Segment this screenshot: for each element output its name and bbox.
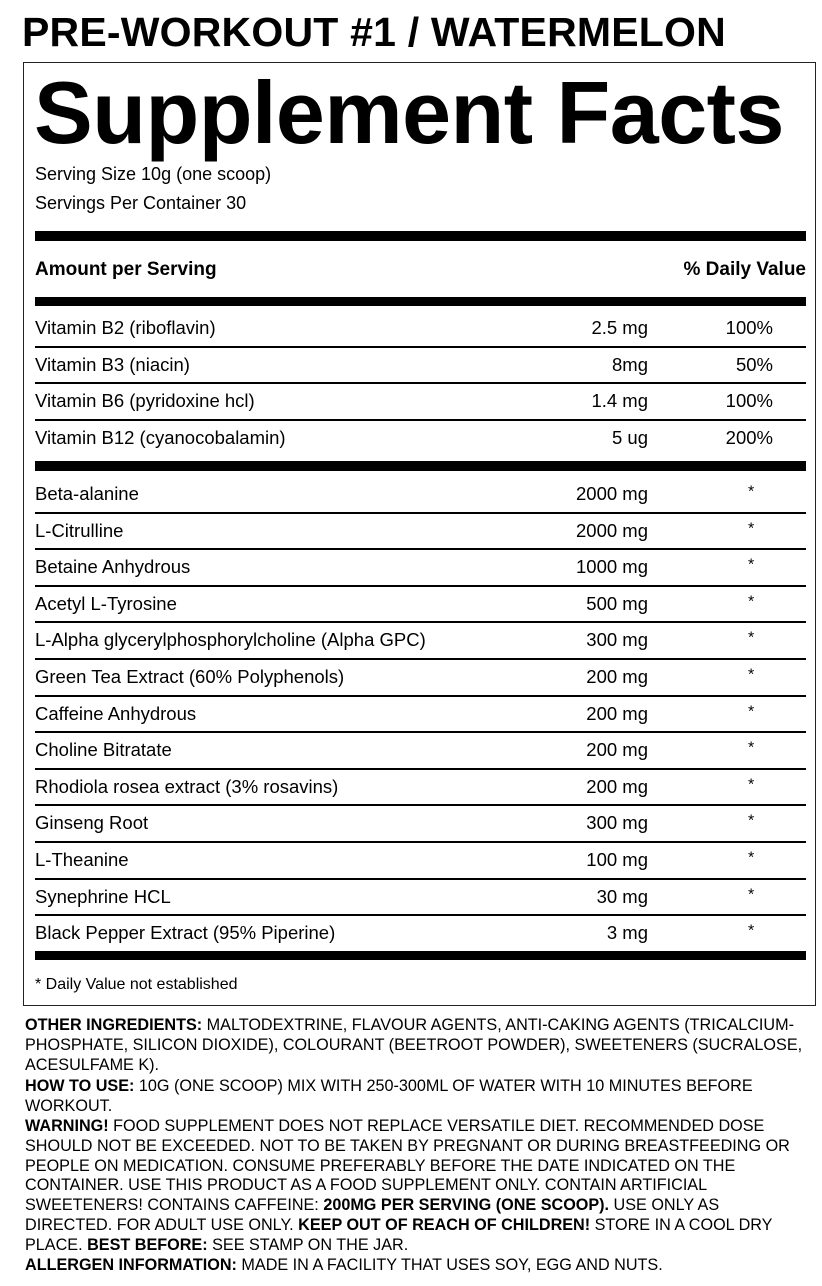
ingredient-row xyxy=(35,842,806,878)
ingredient-row xyxy=(35,732,806,768)
product-title: PRE-WORKOUT #1 / WATERMELON xyxy=(22,9,726,55)
footnote: * Daily Value not established xyxy=(35,976,238,993)
nutrient-name: L-Citrulline xyxy=(35,519,124,541)
column-header xyxy=(35,258,806,282)
nutrient-name: Vitamin B12 (cyanocobalamin) xyxy=(35,426,286,448)
thick-divider xyxy=(35,231,806,241)
nutrient-name: L-Theanine xyxy=(35,849,129,870)
nutrient-amount: 5 ug xyxy=(611,426,648,448)
thick-divider xyxy=(35,297,806,306)
nutrient-amount: 1000 mg xyxy=(576,556,648,578)
nutrient-daily-value: 50% xyxy=(735,353,773,375)
supplement-facts-panel xyxy=(23,62,816,1006)
daily-value-label: % Daily Value xyxy=(683,259,806,280)
nutrient-amount: 300 mg xyxy=(586,629,648,651)
nutrient-name: Beta-alanine xyxy=(35,483,139,504)
ingredient-row xyxy=(35,769,806,805)
nutrient-amount: 30 mg xyxy=(596,885,648,907)
nutrient-daily-value: * xyxy=(748,666,755,684)
nutrient-daily-value: 100% xyxy=(725,317,773,338)
nutrient-amount: 300 mg xyxy=(586,812,648,834)
nutrient-amount: 200 mg xyxy=(586,702,648,724)
allergen-information: ALLERGEN INFORMATION: MADE IN A FACILITY THAT USES SOY, EGG AND NUTS. xyxy=(25,1255,663,1274)
nutrient-name: Choline Bitratate xyxy=(35,739,172,761)
nutrient-daily-value: * xyxy=(748,520,755,538)
nutrient-daily-value: * xyxy=(748,776,755,794)
nutrient-daily-value: * xyxy=(748,739,755,757)
nutrient-name: Black Pepper Extract (95% Piperine) xyxy=(35,922,336,944)
vitamin-row xyxy=(35,310,806,346)
vitamin-row xyxy=(35,420,806,456)
nutrient-name: Betaine Anhydrous xyxy=(35,556,191,578)
ingredient-row xyxy=(35,549,806,585)
nutrient-daily-value: * xyxy=(748,886,755,904)
nutrient-name: Vitamin B2 (riboflavin) xyxy=(35,317,216,338)
nutrient-daily-value: 100% xyxy=(725,390,773,411)
nutrient-amount: 100 mg xyxy=(586,849,648,870)
thick-divider xyxy=(35,951,806,960)
warning: WARNING! FOOD SUPPLEMENT DOES NOT REPLACE VERSATILE DIET. RECOMMENDED DOSE SHOULD NOT BE EXCEEDED. NOT TO BE TAKEN BY PREGNANT OR DURING BREASTFEEDING OR PEOPLE ON MEDICATION. CONSUME PREFERABLY BEFORE THE DATE INDICATED ON THE CONTAINER. USE THIS PRODUCT AS A FOOD SUPPLEMENT ONLY. CONTAIN ARTIFICIAL SWEETENERS! CONTAINS CAFFEINE: 200MG PER SERVING (ONE SCOOP). USE ONLY AS DIRECTED. FOR ADULT USE ONLY. KEEP OUT OF REACH OF CHILDREN! STORE IN A COOL DRY PLACE. BEST BEFORE: SEE STAMP ON THE JAR. xyxy=(25,1116,790,1254)
nutrient-amount: 8mg xyxy=(612,353,648,375)
ingredient-row xyxy=(35,879,806,915)
how-to-use: HOW TO USE: 10G (ONE SCOOP) MIX WITH 250-300ML OF WATER WITH 10 MINUTES BEFORE WORKOUT. xyxy=(25,1077,753,1116)
nutrient-daily-value: * xyxy=(748,703,755,721)
ingredient-row xyxy=(35,915,806,951)
nutrient-amount: 2000 mg xyxy=(576,483,648,504)
panel-heading: Supplement Facts xyxy=(34,63,784,162)
nutrient-daily-value: * xyxy=(748,593,755,611)
nutrient-name: Ginseng Root xyxy=(35,812,149,834)
nutrient-name: Rhodiola rosea extract (3% rosavins) xyxy=(35,775,339,797)
nutrient-amount: 1.4 mg xyxy=(591,390,648,411)
ingredient-row xyxy=(35,622,806,658)
nutrient-daily-value: * xyxy=(748,849,755,867)
ingredient-row xyxy=(35,805,806,841)
thick-divider xyxy=(35,461,806,471)
nutrient-daily-value: * xyxy=(748,812,755,830)
nutrient-amount: 500 mg xyxy=(586,592,648,614)
nutrient-name: Caffeine Anhydrous xyxy=(35,702,197,724)
nutrient-daily-value: 200% xyxy=(725,426,773,448)
ingredient-row xyxy=(35,659,806,695)
nutrient-amount: 200 mg xyxy=(586,739,648,761)
servings-per-container: Servings Per Container 30 xyxy=(35,193,247,213)
nutrient-daily-value: * xyxy=(748,556,755,574)
nutrient-name: Synephrine HCL xyxy=(35,885,171,907)
nutrient-amount: 200 mg xyxy=(586,775,648,797)
vitamin-row xyxy=(35,383,806,419)
nutrient-daily-value: * xyxy=(748,483,755,501)
nutrient-daily-value: * xyxy=(748,922,755,940)
nutrient-amount: 2000 mg xyxy=(576,519,648,541)
nutrient-amount: 3 mg xyxy=(606,922,648,944)
ingredient-row xyxy=(35,513,806,549)
nutrient-name: Vitamin B6 (pyridoxine hcl) xyxy=(35,390,255,411)
nutrient-name: L-Alpha glycerylphosphorylcholine (Alpha GPC) xyxy=(35,629,426,651)
nutrient-amount: 2.5 mg xyxy=(591,317,648,338)
other-ingredients: OTHER INGREDIENTS: MALTODEXTRINE, FLAVOUR AGENTS, ANTI-CAKING AGENTS (TRICALCIUM-PHOSPHATE, SILICON DIOXIDE), COLOURANT (BEETROOT POWDER), SWEETENERS (SUCRALOSE, ACESULFAME K). xyxy=(25,1016,803,1074)
nutrient-daily-value: * xyxy=(748,629,755,647)
label-information xyxy=(25,1016,805,1275)
ingredient-row xyxy=(35,476,806,512)
amount-per-serving-label: Amount per Serving xyxy=(35,259,217,280)
serving-size: Serving Size 10g (one scoop) xyxy=(35,164,272,184)
nutrient-name: Acetyl L-Tyrosine xyxy=(35,592,177,614)
ingredient-row xyxy=(35,586,806,622)
nutrient-name: Vitamin B3 (niacin) xyxy=(35,353,190,375)
nutrient-name: Green Tea Extract (60% Polyphenols) xyxy=(35,666,345,687)
ingredient-row xyxy=(35,696,806,732)
vitamin-row xyxy=(35,347,806,383)
nutrient-amount: 200 mg xyxy=(586,666,648,687)
